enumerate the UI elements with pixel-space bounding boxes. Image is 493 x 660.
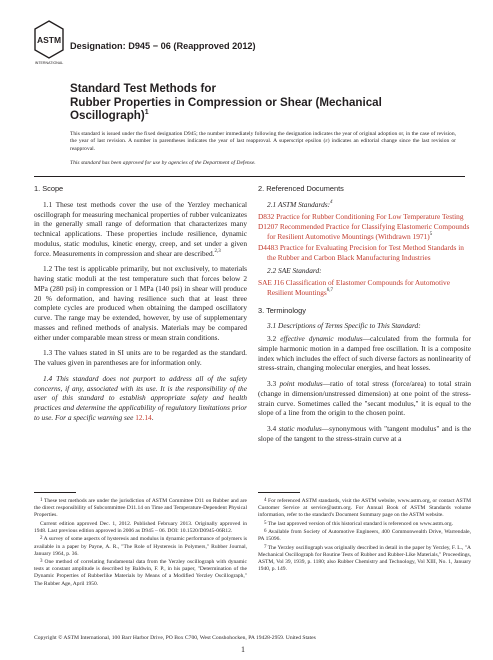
scope-1-3: 1.3 The values stated in SI units are to be regarded as the standard. The values given in parentheses are for information only. bbox=[34, 348, 247, 367]
left-column bbox=[34, 184, 247, 429]
footnote-rule-right bbox=[258, 492, 300, 493]
footnote-5: $^5$ The last approved version of this historical standard is referenced on www.astm.org. bbox=[264, 520, 454, 527]
terminology-3-4: 3.4 static modulus—synonymous with "tangent modulus" and is the slope of the tangent to the stress-strain curve at a bbox=[258, 424, 471, 443]
footnotes-right bbox=[258, 498, 471, 575]
link-12-14[interactable]: 12.14 bbox=[135, 412, 152, 422]
footnotes-left bbox=[34, 498, 247, 589]
right-column bbox=[258, 184, 471, 450]
ref-d4483[interactable]: D4483 Practice for Evaluating Precision for Test Method Standards in the Rubber and Carbon Black Manufacturing Industries bbox=[258, 242, 464, 262]
scope-1-4: 1.4 This standard does not purport to address all of the safety concerns, if any, associated with its use. It is the responsibility of the user of this standard to establish appropriate safety and health practices and determine the applicability of regulatory limitations prior to use. For a specific warning see 12.14. bbox=[34, 373, 247, 422]
scope-1-1: 1.1 These test methods cover the use of the Yerzley mechanical oscillograph for measuring mechanical properties of rubber vulcanizates in the generally small range of deformation that characterizes many technical applications. These properties include resilience, dynamic modulus, static modulus, kinetic energy, creep, and set under a given force. Measurements in compression and shear are described.$^{2,3}$ bbox=[34, 199, 247, 258]
svg-text:ASTM: ASTM bbox=[36, 35, 62, 45]
terminology-3-1: 3.1 Descriptions of Terms Specific to This Standard: bbox=[267, 321, 421, 331]
title-footnote-mark: 1 bbox=[144, 109, 149, 117]
terminology-heading: 3. Terminology bbox=[258, 305, 306, 315]
footnote-1: $^1$ These test methods are under the jurisdiction of ASTM Committee D11 on Rubber and are the direct responsibility of Subcommittee D11.14 on Time and Temperature-Dependent Physical Properties. bbox=[34, 498, 247, 519]
ref-d1207[interactable]: D1207 Recommended Practice for Classifying Elastomeric Compounds for Resilient Automotive Mountings (Withdrawn 1971)$^5$ bbox=[258, 222, 470, 241]
sae-standard-heading: 2.2 SAE Standard: bbox=[267, 266, 322, 276]
footnote-2: $^2$ A survey of some aspects of hysteresis and modulus in dynamic performance of polymers is available in a paper by Payne, A. R., "The Role of Hysteresis in Polymers," Rubber Journal, January 1964, p. 36. bbox=[34, 536, 247, 557]
footnote-4: $^4$ For referenced ASTM standards, visit the ASTM website, www.astm.org, or contact ASTM Customer Service at service@astm.org. For Annual Book of ASTM Standards volume information, refer to the standard's Document Summary page on the ASTM website. bbox=[258, 498, 471, 519]
header-divider bbox=[34, 176, 465, 177]
designation: Designation: D945 − 06 (Reapproved 2012) bbox=[70, 41, 256, 51]
document-title bbox=[70, 82, 460, 123]
scope-1-2: 1.2 The test is applicable primarily, but not exclusively, to materials having static moduli at the test temperature such that forces below 2 MPa (280 psi) in compression or 1 MPa (140 psi) in shear will produce 20 % deformation, and having resilience such that at least three complete cycles are produced when obtaining the damped oscillatory curve. The range may be extended, however, by use of supplementary masses and refined methods of analysis. Materials may be compared either under comparable mean stress or mean strain conditions. bbox=[34, 264, 247, 342]
terminology-3-3: 3.3 point modulus—ratio of total stress (force/area) to total strain (change in dimension/unstressed dimension) at one point of the stress-strain curve. Sometimes called the "secant modulus," it is equal to the slope of a line from the origin to the chosen point. bbox=[258, 379, 471, 418]
standard-notice: This standard is issued under the fixed designation D945; the number immediately following the designation indicates the year of original adoption or, in the case of revision, the year of last revision. A number in parentheses indicates the year of last reapproval. A superscript epsilon (ε) indicates an editorial change since the last revision or reapproval. bbox=[70, 131, 456, 152]
dod-approval: This standard has been approved for use by agencies of the Department of Defense. bbox=[70, 160, 256, 166]
ref-d832[interactable]: D832 Practice for Rubber Conditioning For Low Temperature Testing bbox=[258, 211, 464, 221]
title-line-2: Rubber Properties in Compression or Shear (Mechanical bbox=[70, 95, 382, 109]
svg-text:INTERNATIONAL: INTERNATIONAL bbox=[34, 61, 64, 65]
page-number: 1 bbox=[241, 645, 245, 654]
title-line-1: Standard Test Methods for bbox=[70, 82, 217, 95]
scope-heading: 1. Scope bbox=[34, 184, 64, 193]
ref-sae-j16[interactable]: SAE J16 Classification of Elastomer Compounds for Automotive Resilient Mountings$^{6,7}$ bbox=[258, 278, 450, 297]
footnote-7: $^7$ The Yerzley oscillograph was originally described in detail in the paper by Yerzley, F. L., "A Mechanical Oscillograph for Routine Tests of Rubber and Rubber-Like Materials," Proceedings, ASTM, Vol 39, 1939, p. 1180; also Rubber Chemistry and Technology, Vol XIII, No. 1, January 1940, p. 149. bbox=[258, 545, 471, 573]
terminology-3-2: 3.2 effective dynamic modulus—calculated from the formula for simple harmonic motion in a damped free oscillation. It is a composite index which includes the effect of such diverse factors as nonlinearity of stress-strain, changing molecular energies, and heat losses. bbox=[258, 334, 472, 373]
title-line-3: Oscillograph)$^1$ bbox=[70, 109, 149, 123]
footnote-edition: Current edition approved Dec. 1, 2012. Published February 2013. Originally approved in 1948. Last previous edition approved in 2006 as D945 – 06. DOI: 10.1520/D0945-06R12. bbox=[34, 520, 247, 534]
copyright-footer: Copyright © ASTM International, 100 Barr Harbor Drive, PO Box C700, West Conshohocken, PA 19428-2959. United States bbox=[34, 635, 316, 641]
footnote-6: $^6$ Available from Society of Automotive Engineers, 400 Commonwealth Drive, Warrendale, PA 15096. bbox=[258, 529, 471, 543]
footnote-rule-left bbox=[34, 492, 76, 493]
astm-logo bbox=[34, 20, 64, 66]
astm-standards-heading: 2.1 ASTM Standards:$^4$ bbox=[267, 199, 333, 209]
referenced-documents-heading: 2. Referenced Documents bbox=[258, 184, 344, 193]
footnote-3: $^3$ One method of correlating fundamental data from the Yerzley oscillograph with dynamic tests at constant amplitude is described by Baldwin, F. P., in his paper, "Determination of the Dynamic Properties of Rubberlike Materials by Means of a Modified Yerzley Oscillograph," The Rubber Age, April 1950. bbox=[34, 559, 247, 587]
